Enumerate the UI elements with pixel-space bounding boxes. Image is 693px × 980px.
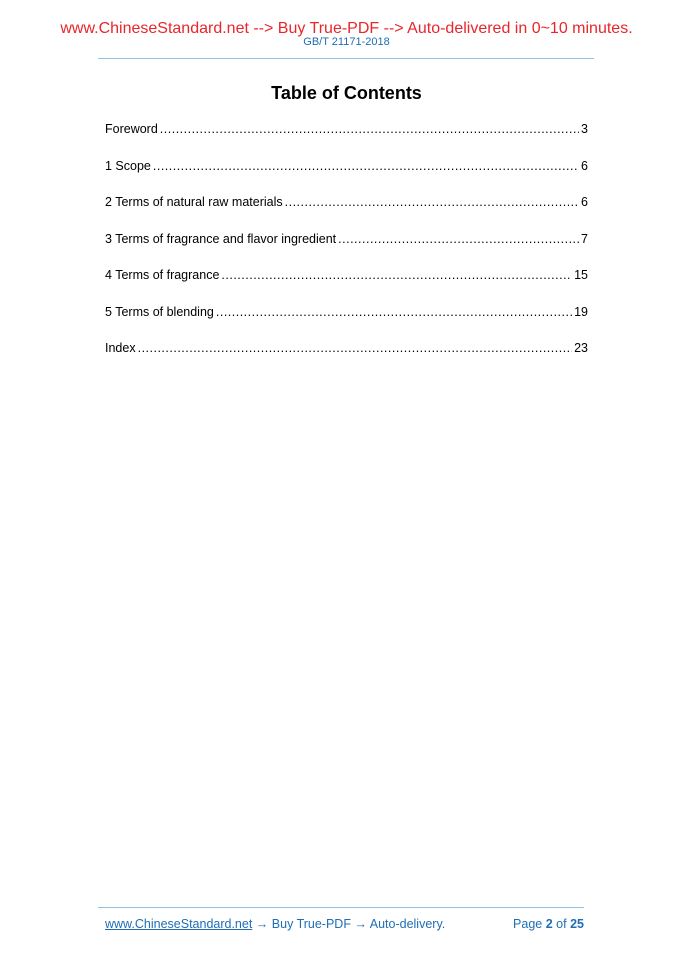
toc-entry-page: 15 [574, 268, 588, 282]
toc-entry-label: 1 Scope [105, 158, 151, 173]
page-word: Page [513, 917, 543, 931]
arrow-right-icon: → [255, 917, 269, 931]
footer-buy-text: Buy True-PDF [271, 917, 351, 931]
toc-list [105, 121, 588, 377]
toc-entry-page: 6 [581, 158, 588, 173]
footer-divider [98, 907, 584, 908]
arrow-right-icon: → [354, 917, 367, 931]
toc-dot-leader [160, 121, 579, 137]
toc-entry-label: Foreword [105, 122, 158, 136]
toc-title: Table of Contents [271, 83, 422, 103]
toc-dot-leader [138, 340, 573, 356]
toc-entry-label: 2 Terms of natural raw materials [105, 195, 283, 209]
promo-banner: www.ChineseStandard.net --> Buy True-PDF --> Auto-delivered in 0~10 minutes. [60, 20, 633, 37]
toc-entry-scope[interactable] [105, 158, 588, 195]
toc-entry-label: Index [105, 341, 136, 355]
toc-dot-leader [216, 304, 572, 320]
page-indicator [513, 916, 584, 932]
toc-dot-leader [221, 267, 572, 283]
toc-entry-fragrance-flavor-ingredient[interactable] [105, 231, 588, 268]
footer-promo [105, 916, 445, 932]
toc-entry-natural-raw-materials[interactable] [105, 194, 588, 231]
toc-dot-leader [338, 231, 579, 247]
document-id: GB/T 21171-2018 [303, 36, 390, 48]
toc-entry-label: 4 Terms of fragrance [105, 268, 220, 282]
toc-entry-fragrance[interactable] [105, 267, 588, 304]
toc-entry-foreword[interactable] [105, 121, 588, 158]
toc-entry-page: 23 [574, 341, 588, 355]
toc-entry-page: 3 [581, 122, 588, 136]
of-word: of [556, 917, 567, 931]
total-pages-number: 25 [570, 917, 584, 931]
toc-dot-leader [285, 194, 579, 210]
toc-entry-page: 6 [581, 195, 588, 209]
toc-entry-label: 3 Terms of fragrance and flavor ingredient [105, 231, 337, 246]
toc-entry-label: 5 Terms of blending [105, 304, 214, 319]
toc-entry-page: 19 [574, 304, 588, 319]
toc-entry-page: 7 [581, 231, 588, 246]
footer-site-link[interactable]: www.ChineseStandard.net [105, 917, 253, 931]
toc-entry-index[interactable] [105, 340, 588, 377]
toc-dot-leader [153, 158, 579, 174]
footer-delivery-text: Auto-delivery. [369, 917, 446, 931]
header-divider [98, 58, 594, 59]
current-page-number: 2 [545, 917, 553, 931]
toc-entry-blending[interactable] [105, 304, 588, 341]
page-footer [105, 916, 584, 932]
